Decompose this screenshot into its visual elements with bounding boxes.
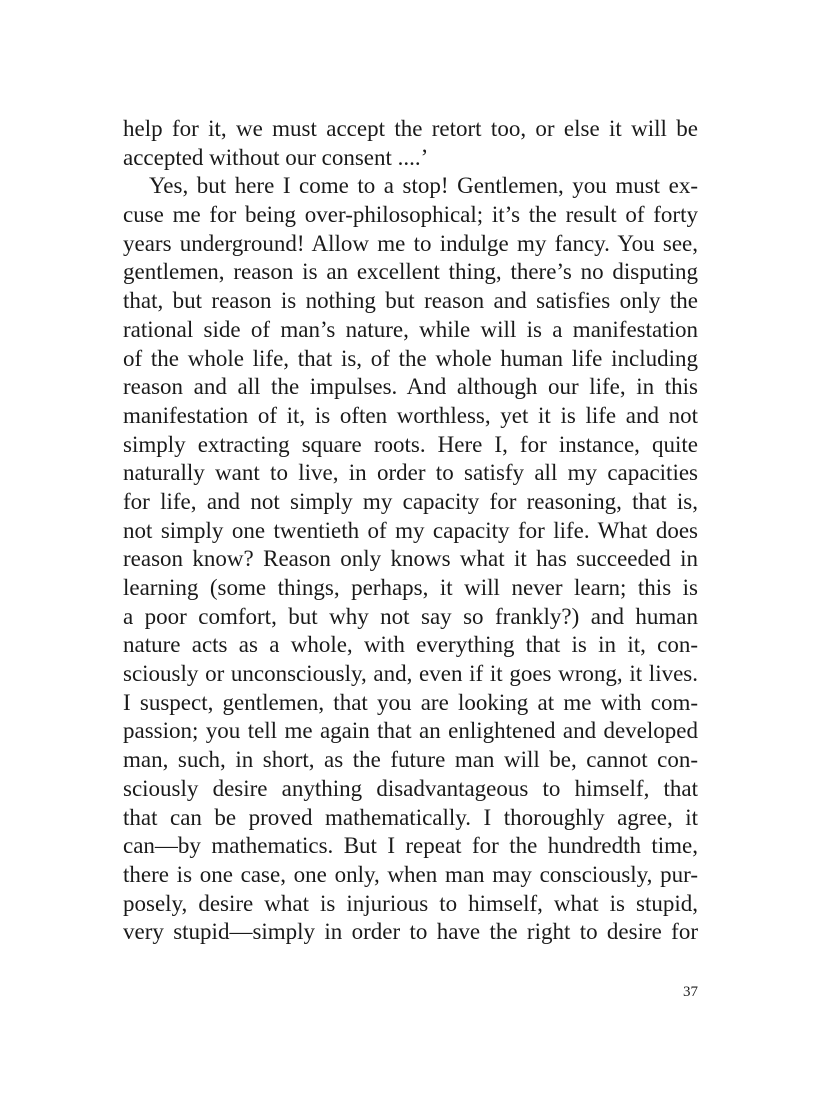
text-line: I suspect, gentlemen, that you are looking at me with com- — [123, 689, 698, 715]
text-line: can—by mathematics. But I repeat for the hundredth time, — [123, 833, 698, 859]
text-line: manifestation of it, is often worthless, yet it is life and not — [123, 402, 698, 428]
page-number: 37 — [683, 984, 698, 1000]
text-line: sciously desire anything disadvantageous to himself, that — [123, 775, 698, 801]
text-line: learning (some things, perhaps, it will never learn; this is — [123, 575, 698, 600]
text-line: cuse me for being over-philosophical; it’s the result of forty — [123, 202, 698, 228]
text-line: years underground! Allow me to indulge my fancy. You see, — [123, 230, 698, 256]
text-line: Yes, but here I come to a stop! Gentlemen, you must ex- — [149, 173, 698, 199]
text-line: nature acts as a whole, with everything that is in it, con- — [123, 632, 698, 658]
paragraph-1 — [123, 115, 698, 172]
text-line: sciously or unconsciously, and, even if it goes wrong, it lives. — [123, 661, 698, 687]
text-line: naturally want to live, in order to satisfy all my capacities — [123, 460, 698, 486]
text-line: rational side of man’s nature, while will is a manifestation — [123, 316, 698, 342]
text-line: help for it, we must accept the retort too, or else it will be — [123, 116, 698, 141]
text-line: that can be proved mathematically. I thoroughly agree, it — [123, 804, 698, 830]
text-line: gentlemen, reason is an excellent thing, there’s no disputing — [123, 259, 698, 285]
text-line: for life, and not simply my capacity for reasoning, that is, — [123, 488, 698, 514]
text-line: simply extracting square roots. Here I, for instance, quite — [123, 431, 698, 457]
text-line: a poor comfort, but why not say so frankly?) and human — [123, 603, 698, 629]
text-line: passion; you tell me again that an enlightened and developed — [123, 718, 698, 744]
text-line: reason and all the impulses. And although our life, in this — [123, 374, 698, 400]
text-line: very stupid—simply in order to have the right to desire for — [123, 919, 698, 945]
text-line: reason know? Reason only knows what it has succeeded in — [123, 546, 698, 572]
paragraph-2 — [123, 172, 698, 975]
text-line: not simply one twentieth of my capacity for life. What does — [123, 517, 698, 543]
text-line: posely, desire what is injurious to himself, what is stupid, — [123, 890, 698, 916]
text-line: of the whole life, that is, of the whole human life including — [123, 345, 698, 371]
body-text — [123, 115, 698, 976]
text-line: accepted without our consent ....’ — [123, 144, 429, 170]
text-line: that, but reason is nothing but reason and satisfies only the — [123, 288, 698, 314]
text-line — [123, 947, 698, 976]
text-line: man, such, in short, as the future man will be, cannot con- — [123, 747, 698, 773]
text-line: there is one case, one only, when man may consciously, pur- — [123, 861, 698, 887]
